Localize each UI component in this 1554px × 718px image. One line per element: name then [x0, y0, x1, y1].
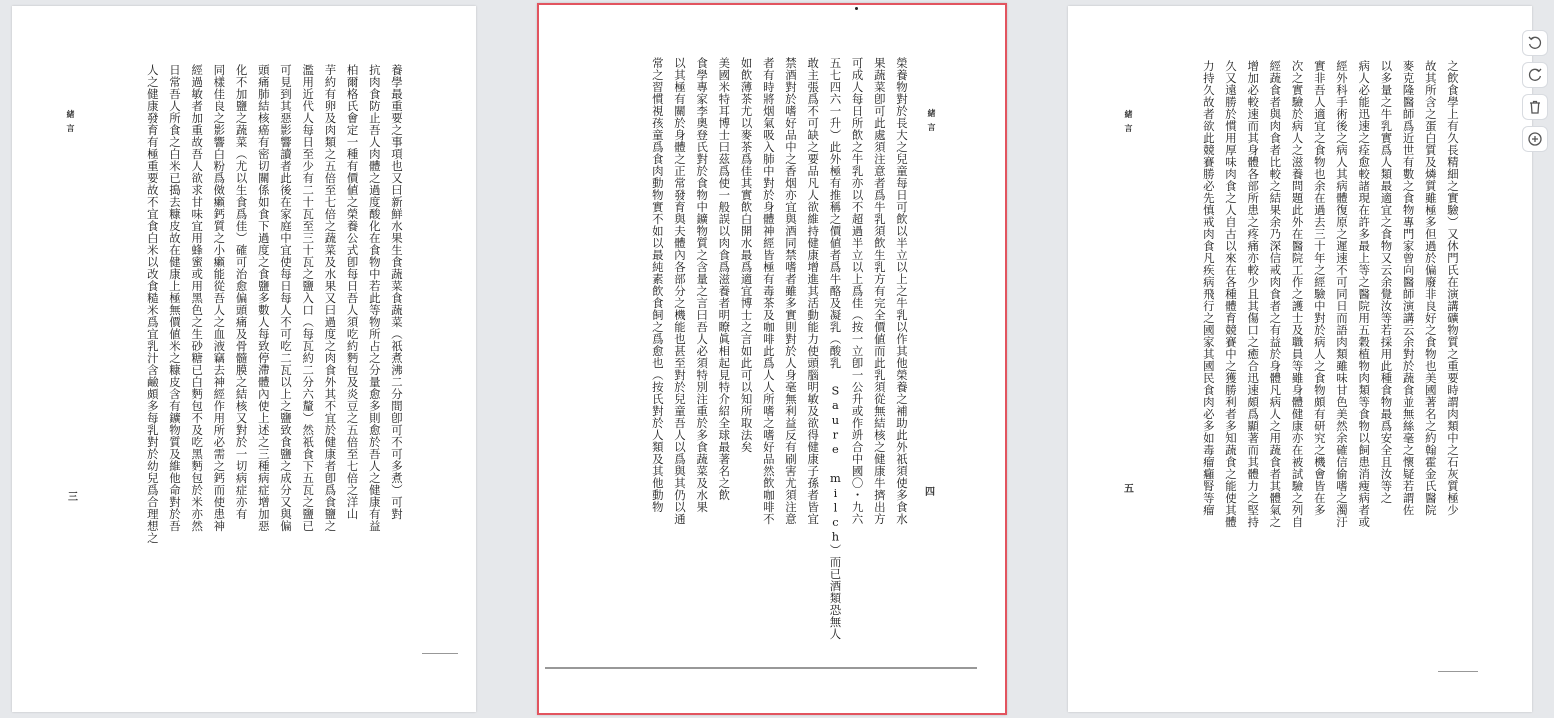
scan-artifact-line [422, 653, 458, 654]
page-body-text: 養學最重要之事項也又曰新鮮水果生食蔬菜食蔬菜（祇煮沸二分間卽可不可多煮）可對 抗肉食防止吾人肉體之過度酸化在食物中若此等物所占之分量愈多則愈於吾人之健康有益 柏爾格氏會定一種有價値之榮養公式卽每日吾人須吃約麪包及炎豆之五倍至七倍之洋山 芋約有卵及肉類之五倍至七倍之蔬菜及水果又曰過度之肉食外其不宜於健康者卽爲食鹽之 濫用近代人每日至少有二十瓦至三十瓦之鹽入口（每瓦約二分六釐）然祇食下五瓦之鹽已 可見到其惡影響讀者此後在家庭中宜使每日每人不可吃二瓦以上之鹽致食鹽之成分又與偏 頭痛肺結核癌有密切關係如食下過度之食鹽多數人每致停滯體內使上述之三種病症增加惡 化不加鹽之蔬菜（尤以生食爲佳）確可治愈偏頭痛及骨髓膜之結核又對於一切病症亦有 同樣佳良之影響白粉爲傚癩鈣質之小癩能從吾人之血液竊去神經作用所必需之鈣而使患神 經過敏者加重故吾人欲求甘味宜用蜂蜜或用黑色之生砂糖已白麪包不及吃黑麪包於米亦然 日常吾人所食之白米已搗去糠皮故在健康上極無價値米之糠皮含有鑛物質及維他命對於吾 人之健康發育有極重要故不宜食白米以改食糙米爲宜乳汁含鹼頗多每乳對於幼兒爲合理想之 [145, 64, 404, 544]
running-head: 緒言 [927, 109, 937, 137]
page-number: 三 [68, 492, 78, 503]
add-page-button[interactable] [1522, 126, 1548, 152]
rotate-counterclockwise-button[interactable] [1522, 30, 1548, 56]
running-head: 緒言 [1124, 110, 1134, 138]
page-thumbnail-3[interactable] [12, 6, 476, 712]
trash-icon [1527, 99, 1543, 115]
page-body-text: 之飲食學上有久長精細之實驗）又休門氏在演講礦物質之重要時謂肉類中之石灰質極少 故其所含之蛋白質及燐質雖極多但過於偏廢非良好之食物也美國著名之約翰霍金氏醫院 麥克隆醫師爲近世有數之食物專門家曾向醫師演講云余對於蔬食並無絲毫之懷疑若謂佐 以多量之牛乳實爲人類最適宜之食物又云余覺汝等若採用此種食物最爲安全且汝等之 病人必能迅速之痊愈較諸現在許多最上等之醫院用五穀植物肉類等食物以飼患消瘦病者或 經外科手術後之病人其病體復原之遲速不可同日而語肉類雖味甘色美然余確信偷嗜之濁汙 實非吾人適宜之食物也余在過去三十年之經驗中對於病人之食物頗有研究之機會皆在多 次之實驗於病人之滋養問題此外在醫院工作之護士及職員等雖身體健康亦在被試驗之列自 經蔬食者與肉食者比較之結果余乃深信戒肉食者之有益於身體凡病人之用蔬食者其體氣之 增加必較速而其身體各部所患之疼痛亦較少且其傷口之癒合迅速頗爲顯著而其體力之堅持 久又遠勝於慣用厚味肉食之人自古以來在各種體育競賽中之獲勝利者多知蔬食之能使其體 力持久故者欲此競賽勝必先慎戒肉食凡疾病飛行之國家其國民食肉必多如毒瘤癰腎等瘤 [1201, 60, 1460, 528]
rotate-clockwise-icon [1527, 67, 1543, 83]
delete-page-button[interactable] [1522, 94, 1548, 120]
rotate-clockwise-button[interactable] [1522, 62, 1548, 88]
page-toolbar [1520, 30, 1550, 152]
scan-artifact-dot [855, 7, 858, 10]
page-thumbnail-4-selected[interactable] [537, 3, 1007, 715]
scan-artifact-line [545, 667, 977, 669]
page-thumbnail-5[interactable] [1068, 6, 1532, 712]
scan-artifact-line [1438, 671, 1478, 672]
page-number: 五 [1124, 484, 1134, 495]
add-page-icon [1527, 131, 1543, 147]
running-head: 緒言 [66, 110, 76, 138]
rotate-counterclockwise-icon [1527, 35, 1543, 51]
page-number: 四 [925, 487, 935, 498]
page-body-text: 榮養物對於長大之兒童每日可飲以半立以上之牛乳以作其他榮養之補助此外祇須使多食水 果蔬菜卽可此處須注意者爲牛乳須飲生乳方有完全價値而此乳須從無結核之健康牛擠出方 可成人每日所飲之牛乳亦以不超過半立以上爲佳（按一立卽一公升或作竔合中國〇・九六 五七四六一升）此外極有推稱之價値者爲牛酪及凝乳（酸乳 Saure milch）而已酒類恐無人 敢主張爲不可缺之要品凡人欲維持健康增進其活動能力使頭腦明敏及欲得健康子孫者皆宜 禁酒對於嗜好品中之香烟亦宜與酒同禁嗜者雖多實則對於人身毫無利益反有刷害尤須注意 者有時將烟氣吸入肺中對於身體神經皆極有毒茶及咖啡此爲人人所嗜之嗜好品然飲咖啡不 如飲薄茶尤以麥茶爲佳其實飲白開水最爲適宜博士之言如此可以知所取法矣 美國米特耳博士曰茲爲使一般誤以肉食爲滋養者明瞭眞相起見特介紹全球最著名之飲 食學專家李奧登氏對於食物中鑛物質之含量之言曰吾人必須特別注重於多食蔬菜及水果 以其極有關於身體之正常發育與夫體內各部分之機能也甚至對於兒童吾人以爲與其仍以通 常之習慣視孩童爲食肉動物實不如以最純素飲食飼之爲愈也（按氏對於人類及其他動物 [650, 57, 909, 641]
